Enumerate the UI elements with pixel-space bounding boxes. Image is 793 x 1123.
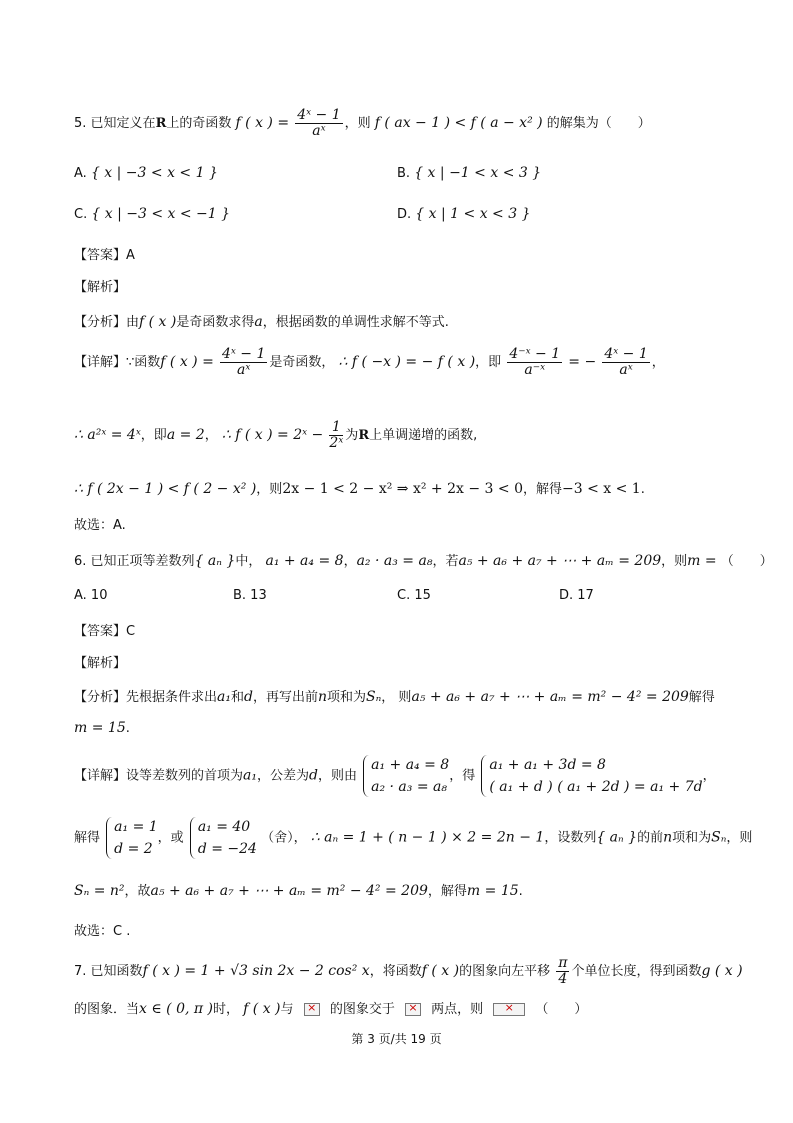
q6-detail: 【详解】设等差数列的首项为a₁，公差为d，则由 a₁ + a₄ = 8 a₂ · a₃ = a₈ ，得 a₁ + a₁ + 3d = 8 ( a₁ + d ) ( a₁ + 2d ) = a₁ + 7d ， [74, 754, 793, 798]
q6-system-1: a₁ + a₄ = 8 a₂ · a₃ = a₈ [361, 754, 449, 798]
q5-choose: 故选：A. [74, 518, 126, 533]
q7-stem-2: 的图象．当x ∈ ( 0, π )时， f ( x )与 × 的图象交于 × 两点，则 × （ ） [74, 998, 793, 1017]
q5-line2: ∴ a²ˣ = 4ˣ，即a = 2， ∴ f ( x ) = 2ˣ − $\frac{1}{\text{2ˣ}}$ 为R上单调递增的函数, [74, 419, 478, 451]
q5-option-c: C. { x | −3 < x < −1 } [74, 206, 231, 222]
q5-fenxi: 【分析】由f ( x )是奇函数求得a，根据函数的单调性求解不等式. [74, 314, 449, 330]
q6-fenxi: 【分析】先根据条件求出a₁和d，再写出前n项和为Sₙ， 则a₅ + a₆ + a₇ + ⋯ + aₘ = m² − 4² = 209解得 [74, 689, 715, 705]
q6-solution-1: a₁ = 1 d = 2 [104, 816, 158, 860]
q5-option-a: A. { x | −3 < x < 1 } [74, 165, 218, 181]
q5-fraction: $\frac{\text{4ˣ − 1}}{\text{aˣ}}$ [297, 107, 341, 139]
q6-option-b: B. 13 [233, 588, 267, 603]
broken-image-icon [493, 1003, 525, 1016]
q5-analysis-head: 【解析】 [74, 280, 127, 295]
page-footer: 第 3 页/共 19 页 [351, 1032, 442, 1046]
q6-final: Sₙ = n²，故a₅ + a₆ + a₇ + ⋯ + aₘ = m² − 4² = 209，解得m = 15. [74, 883, 523, 899]
q6-solve: 解得 a₁ = 1 d = 2 ，或 a₁ = 40 d = −24 （舍）， ∴ aₙ = 1 + ( n − 1 ) × 2 = 2n − 1，设数列{ aₙ }的前n项和为Sₙ，则 [74, 816, 793, 860]
q6-option-c: C. 15 [397, 588, 431, 603]
q6-system-2: a₁ + a₁ + 3d = 8 ( a₁ + d ) ( a₁ + 2d ) = a₁ + 7d [479, 754, 702, 798]
q6-answer: 【答案】C [74, 624, 136, 639]
q6-option-d: D. 17 [559, 588, 594, 603]
q5-answer: 【答案】A [74, 248, 135, 263]
q6-solution-2: a₁ = 40 d = −24 [188, 816, 257, 860]
q5-option-b: B. { x | −1 < x < 3 } [397, 165, 542, 181]
q5-detail: 【详解】∵函数f ( x ) = $\frac{\text{4ˣ − 1}}{\text{aˣ}}$ 是奇函数， ∴ f ( −x ) = − f ( x )，即 $\frac{\text{4⁻ˣ − 1}}{\text{a⁻ˣ}}$ = − $\frac{\text{4ˣ − 1}}{\text{aˣ}}$ ， [74, 346, 665, 378]
q5-stem: 5. 已知定义在R上的奇函数 f ( x ) = $\frac{\text{4ˣ − 1}}{\text{aˣ}}$ ，则 f ( ax − 1 ) < f ( a − x² ) 的解集为（ ） [74, 107, 651, 139]
broken-image-icon [304, 1003, 320, 1016]
q6-analysis-head: 【解析】 [74, 656, 127, 671]
q5-line3: ∴ f ( 2x − 1 ) < f ( 2 − x² )，则2x − 1 < 2 − x² ⇒ x² + 2x − 3 < 0，解得−3 < x < 1. [74, 481, 645, 497]
q5-option-d: D. { x | 1 < x < 3 } [397, 206, 531, 222]
q6-choose: 故选：C . [74, 924, 131, 939]
q6-option-a: A. 10 [74, 588, 108, 603]
q6-fenxi-result: m = 15. [74, 720, 130, 736]
broken-image-icon [405, 1003, 421, 1016]
q7-stem: 7. 已知函数f ( x ) = 1 + √3 sin 2x − 2 cos² x，将函数f ( x )的图象向左平移 $\frac{\pi}{4}$ 个单位长度，得到函数g ( x ) [74, 955, 743, 987]
q6-stem: 6. 已知正项等差数列{ aₙ }中， a₁ + a₄ = 8，a₂ · a₃ = a₈，若a₅ + a₆ + a₇ + ⋯ + aₘ = 209，则m = （ ） [74, 553, 773, 569]
